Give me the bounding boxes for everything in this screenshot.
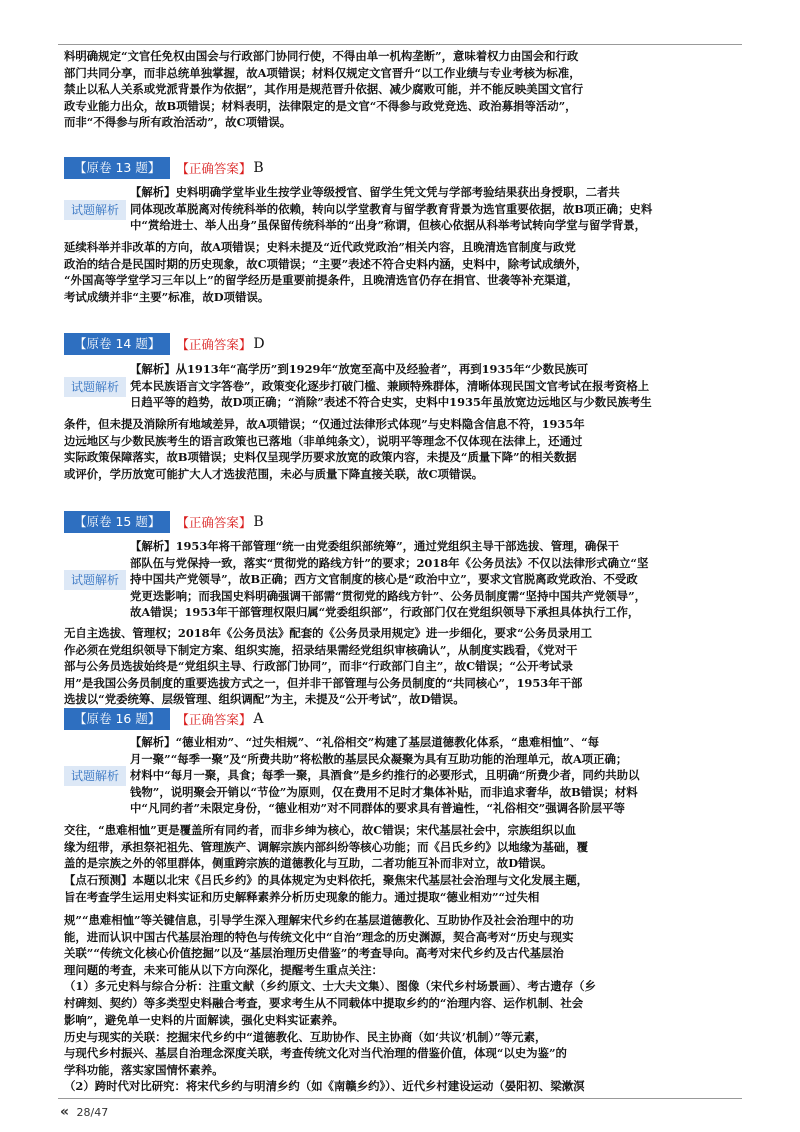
- question-16-header: [64, 708, 264, 730]
- text-line: 中“凡同约者”未限定身份，“德业相劝”对不同群体的要求具有普遍性，“礼俗相交”强调各阶层平等: [130, 801, 625, 816]
- answer-letter: A: [253, 711, 264, 727]
- text-line: 政治的结合是民国时期的历史现象，故C项错误；“主要”表述不符合史料内涵，史料中，除考试成绩外，: [64, 256, 588, 271]
- text-line: 选拔以“党委统筹、层级管理、组织调配”为主，未提及“公开考试”，故D错误。: [64, 692, 465, 707]
- text-line: 【点石预测】本题以北宋《吕氏乡约》的具体规定为史料依托，聚焦宋代基层社会治理与文化发展主题，: [64, 873, 588, 887]
- text-line: 中“赏给进士、举人出身”虽保留传统科举的“出身”称谓，但核心依据从科举考试转向学堂与留学背景，: [130, 218, 647, 233]
- text-line: （1）多元史料与综合分析：注重文献（乡约原文、士大夫文集）、图像（宋代乡村场景画）、考古遗存（乡: [64, 979, 596, 994]
- text-line: 党更迭影响；而我国史料明确强调干部需“贯彻党的路线方针”、公务员制度需“坚持中国共产党领导”，: [130, 588, 647, 603]
- answer-letter: D: [253, 336, 265, 352]
- answer-letter: B: [253, 514, 264, 530]
- question-16-analysis-a: [130, 734, 639, 817]
- footer-rule: [58, 1098, 742, 1099]
- text-line: 历史与现实的关联：挖掘宋代乡约中“道德教化、互助协作、民主协商（如‘共议’机制）”等元素，: [64, 1029, 547, 1044]
- prediction-paragraph-a: [64, 872, 588, 905]
- answer-label: 【正确答案】: [176, 337, 252, 352]
- question-14-header: [64, 333, 265, 355]
- analysis-tag: 试题解析: [64, 570, 126, 590]
- question-tag: 【原卷 16 题】: [64, 708, 170, 730]
- text-line: 同体现改革脱离对传统科举的依赖，转向以学堂教育与留学教育背景为选官重要依据，故B项正确；史料: [130, 201, 653, 216]
- text-line: 持中国共产党领导”，故B正确；西方文官制度的核心是“政治中立”，要求文官脱离政党政治、不受政: [130, 572, 638, 587]
- text-line: 规”“患难相恤”等关键信息，引导学生深入理解宋代乡约在基层道德教化、互助协作及社会治理中的功: [64, 913, 574, 927]
- text-line: 边远地区与少数民族考生的语言政策也已落地（非单纯条文），说明平等理念不仅体现在法律上，还通过: [64, 433, 583, 448]
- text-line: 关联”“传统文化核心价值挖掘”以及“基层治理历史借鉴”的考查导向。高考对宋代乡约及古代基层治: [64, 946, 564, 961]
- prediction-paragraph-c: [64, 1012, 585, 1095]
- question-13-analysis-b: [64, 239, 587, 305]
- answer-label: 【正确答案】: [176, 161, 252, 176]
- text-line: 部队伍与党保持一致，落实“贯彻党的路线方针”的要求；2018年《公务员法》不仅以法律形式确立“坚: [130, 555, 649, 570]
- text-line: 【解析】“德业相劝”、“过失相规”、“礼俗相交”构建了基层道德教化体系，“患难相恤”、“每: [130, 735, 600, 749]
- text-line: 无自主选拔、管理权；2018年《公务员法》配套的《公务员录用规定》进一步细化，要求“公务员录用工: [64, 626, 593, 640]
- analysis-tag: 试题解析: [64, 377, 126, 397]
- text-line: 【解析】1953年将干部管理“统一由党委组织部统筹”，通过党组织主导干部选拔、管理，确保干: [130, 539, 620, 553]
- text-line: 学科功能，落实家国情怀素养。: [64, 1062, 224, 1077]
- text-line: 缘为纽带，承担祭祀祖先、管理族产、调解宗族内部纠纷等核心功能；而《吕氏乡约》以地缘为基础，覆: [64, 839, 588, 854]
- text-line: 或评价，学历放宽可能扩大人才选拔范围，未必与质量下降直接关联，故C项错误。: [64, 466, 484, 481]
- header-rule: [58, 44, 742, 45]
- question-16-analysis-b: [64, 822, 588, 872]
- text-line: 旨在考查学生运用史料实证和历史解释素养分析历史现象的能力。通过提取“德业相劝”“过失相: [64, 889, 540, 904]
- question-13-header: [64, 157, 264, 179]
- text-line: 故A错误；1953年干部管理权限归属“党委组织部”，行政部门仅在党组织领导下承担具体执行工作，: [130, 605, 640, 620]
- question-15-analysis-b: [64, 625, 592, 708]
- text-line: 材料中“每月一聚，具食；每季一聚，具酒食”是乡约推行的必要形式，且明确“所费少者，同约共助以: [130, 768, 640, 783]
- question-tag: 【原卷 13 题】: [64, 157, 170, 179]
- text-line: “外国高等学堂学习三年以上”的留学经历是重要前提条件，且晚清选官仍存在捐官、世袭等补充渠道，: [64, 273, 579, 288]
- question-15-header: [64, 511, 264, 533]
- text-line: 钱物”，说明聚会开销以“节俭”为原则，仅在费用不足时才集体补贴，而非追求奢华，故B错误；材料: [130, 784, 638, 799]
- question-14-analysis-b: [64, 416, 585, 482]
- text-line: 禁止以私人关系或党派背景作为依据”，其作用是规范晋升依据、减少腐败可能，并不能反映美国文官行: [64, 82, 584, 97]
- answer-letter: B: [253, 160, 264, 176]
- text-line: 考试成绩并非“主要”标准，故D项错误。: [64, 289, 270, 304]
- question-13-analysis-a: [130, 184, 652, 234]
- answer-label: 【正确答案】: [176, 712, 252, 727]
- text-line: 【解析】史料明确学堂毕业生按学业等级授官、留学生凭文凭与学部考验结果获出身授职，二者共: [130, 185, 620, 199]
- prediction-paragraph-b: [64, 912, 596, 1012]
- text-line: 实际政策保障落实，故B项错误；史料仅呈现学历要求放宽的政策内容，未提及“质量下降”的相关数据: [64, 450, 577, 465]
- text-line: 作必须在党组织领导下制定方案、组织实施，招录结果需经党组织审核确认”，从制度实践看，《党对干: [64, 642, 578, 657]
- text-line: 能，进而认识中国古代基层治理的特色与传统文化中“自治”理念的历史渊源，契合高考对“历史与现实: [64, 929, 574, 944]
- text-line: （2）跨时代对比研究：将宋代乡约与明清乡约（如《南赣乡约》）、近代乡村建设运动（晏阳初、梁漱溟: [64, 1079, 585, 1094]
- page-footer: [60, 1104, 108, 1120]
- question-tag: 【原卷 15 题】: [64, 511, 170, 533]
- text-line: 延续科举并非改革的方向，故A项错误；史料未提及“近代政党政治”相关内容，且晚清选官制度与政党: [64, 240, 576, 254]
- text-line: 部与公务员选拔始终是“党组织主导、行政部门协同”，而非“行政部门自主”，故C错误；“公开考试录: [64, 659, 573, 674]
- question-tag: 【原卷 14 题】: [64, 333, 170, 355]
- intro-paragraph: [64, 48, 583, 131]
- text-line: 理问题的考查，未来可能从以下方向深化，提醒考生重点关注：: [64, 962, 383, 977]
- analysis-tag: 试题解析: [64, 200, 126, 220]
- question-15-analysis-a: [130, 538, 648, 621]
- text-line: 月一聚”“每季一聚”及“所费共助”将松散的基层民众凝聚为具有互助功能的治理单元，故A项正确；: [130, 751, 628, 766]
- page-number: 28/47: [76, 1106, 109, 1119]
- text-line: 条件，但未提及消除所有地域差异，故A项错误；“仅通过法律形式体现”与史料隐含信息不符，1935年: [64, 417, 585, 431]
- double-chevron-left-icon: «: [60, 1104, 70, 1120]
- text-line: 【解析】从1913年“高学历”到1929年“放宽至高中及经验者”，再到1935年“少数民族可: [130, 362, 589, 376]
- text-line: 与现代乡村振兴、基层自治理念深度关联，考查传统文化对当代治理的借鉴价值，体现“以史为鉴”的: [64, 1046, 567, 1061]
- text-line: 用”是我国公务员制度的重要选拔方式之一，但并非干部管理与公务员制度的“共同核心”，1953年干部: [64, 675, 583, 690]
- text-line: 影响”，避免单一史料的片面解读，强化史料实证素养。: [64, 1013, 344, 1027]
- text-line: 交往，“患难相恤”更是覆盖所有同约者，而非乡绅为核心，故C错误；宋代基层社会中，宗族组织以血: [64, 823, 576, 837]
- text-line: 盖的是宗族之外的邻里群体，侧重跨宗族的道德教化与互助，二者功能互补而非对立，故D错误。: [64, 856, 553, 871]
- text-line: 日趋平等的趋势，故D项正确；“消除”表述不符合史实，史料中1935年虽放宽边远地区与少数民族考生: [130, 395, 652, 410]
- answer-label: 【正确答案】: [176, 515, 252, 530]
- analysis-tag: 试题解析: [64, 766, 126, 786]
- text-line: 政专业能力出众，故B项错误；材料表明，法律限定的是文官“不得参与政党竞选、政治募捐等活动”，: [64, 98, 577, 113]
- question-14-analysis-a: [130, 361, 652, 411]
- text-line: 料明确规定“文官任免权由国会与行政部门协同行使，不得由单一机构垄断”，意味着权力由国会和行政: [64, 49, 579, 63]
- text-line: 村碑刻、契约）等多类型史料融合考查，要求考生从不同载体中提取乡约的“治理内容、运作机制、社会: [64, 995, 584, 1010]
- text-line: 部门共同分享，而非总统单独掌握，故A项错误；材料仅规定文官晋升“以工作业绩与专业考核为标准，: [64, 65, 581, 80]
- text-line: 凭本民族语言文字答卷”，政策变化逐步打破门槛、兼顾特殊群体，清晰体现民国文官考试在报考资格上: [130, 378, 650, 393]
- text-line: 而非“不得参与所有政治活动”，故C项错误。: [64, 115, 292, 130]
